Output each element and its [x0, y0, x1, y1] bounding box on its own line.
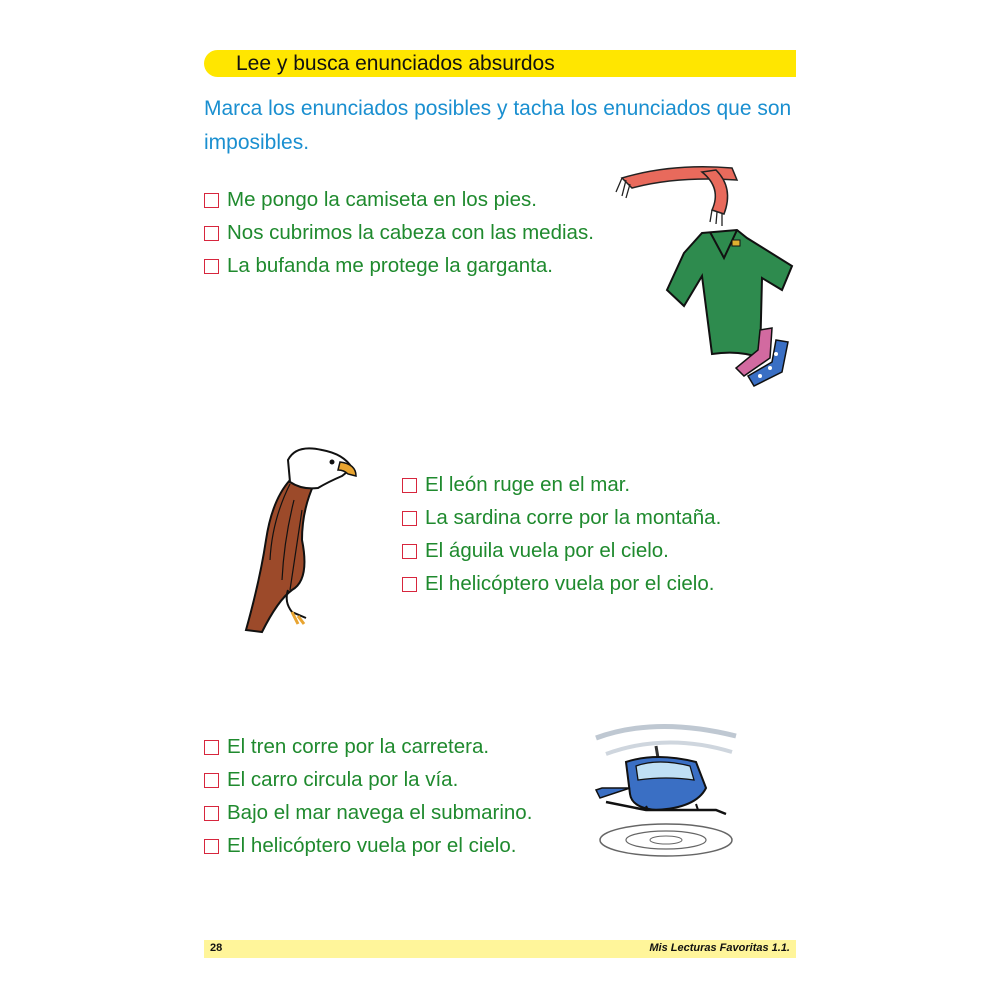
list-item	[204, 768, 458, 792]
checkbox[interactable]	[204, 740, 219, 755]
statement-text: El león ruge en el mar.	[425, 473, 631, 496]
page-number: 28	[210, 942, 223, 954]
checkbox[interactable]	[402, 544, 417, 559]
checkbox[interactable]	[204, 773, 219, 788]
list-item	[204, 254, 553, 278]
checkbox[interactable]	[402, 478, 417, 493]
checkbox[interactable]	[204, 839, 219, 854]
scarf-icon	[616, 167, 737, 226]
list-item	[402, 539, 669, 563]
eagle-icon	[246, 448, 356, 632]
page-title: Lee y busca enunciados absurdos	[236, 52, 555, 75]
clothes-illustration	[612, 158, 802, 393]
statement-text: Me pongo la camiseta en los pies.	[227, 188, 537, 211]
checkbox[interactable]	[204, 259, 219, 274]
statement-text: El tren corre por la carretera.	[227, 735, 490, 758]
list-item	[402, 572, 714, 596]
checkbox[interactable]	[204, 226, 219, 241]
helicopter-illustration	[586, 718, 746, 863]
list-item	[204, 801, 532, 825]
statement-text: El helicóptero vuela por el cielo.	[425, 572, 715, 595]
statement-text: La sardina corre por la montaña.	[425, 506, 722, 529]
list-item	[204, 834, 516, 858]
list-item	[204, 188, 537, 212]
checkbox[interactable]	[204, 806, 219, 821]
instruction-text: Marca los enunciados posibles y tacha los enunciados que son imposibles.	[204, 97, 792, 154]
statement-text: El helicóptero vuela por el cielo.	[227, 834, 517, 857]
checkbox[interactable]	[402, 577, 417, 592]
helicopter-icon	[596, 726, 736, 856]
list-item	[204, 735, 489, 759]
eagle-illustration	[232, 440, 362, 640]
list-item	[204, 221, 594, 245]
statement-text: El águila vuela por el cielo.	[425, 539, 669, 562]
book-title: Mis Lecturas Favoritas 1.1.	[649, 942, 790, 954]
statement-text: La bufanda me protege la garganta.	[227, 254, 553, 277]
statement-text: Nos cubrimos la cabeza con las medias.	[227, 221, 594, 244]
list-item	[402, 473, 630, 497]
statement-text: El carro circula por la vía.	[227, 768, 459, 791]
list-item	[402, 506, 721, 530]
checkbox[interactable]	[402, 511, 417, 526]
statement-text: Bajo el mar navega el submarino.	[227, 801, 533, 824]
shirt-icon	[667, 230, 792, 358]
checkbox[interactable]	[204, 193, 219, 208]
